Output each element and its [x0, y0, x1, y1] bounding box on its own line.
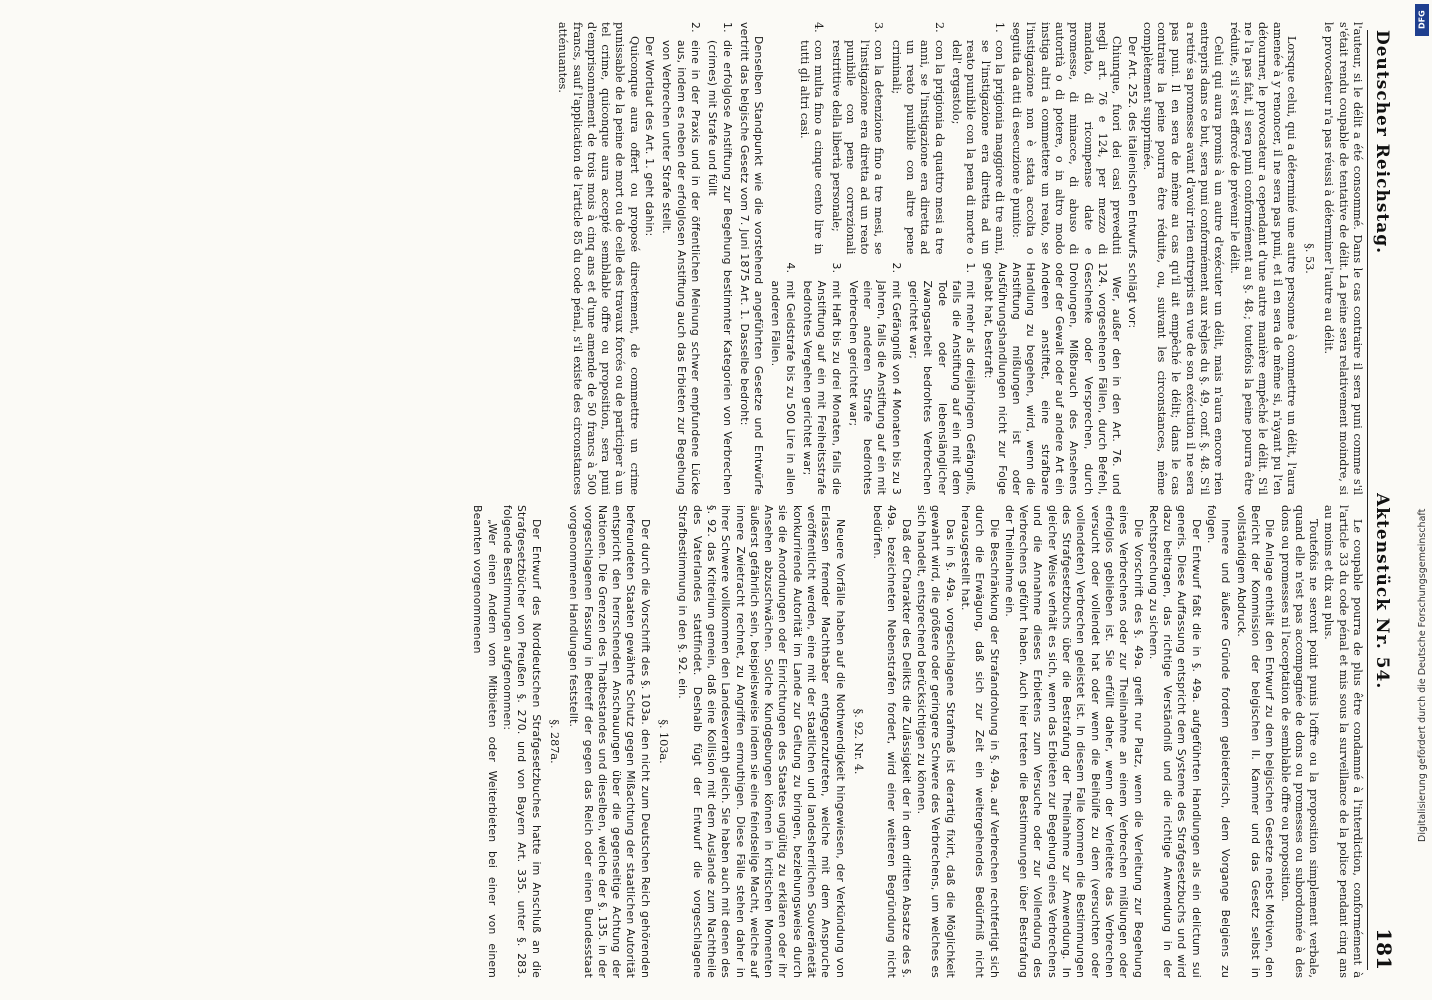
paragraph: Innere und äußere Gründe fordern gebieterisch, dem Vorgange Belgiens zu folgen.	[1205, 505, 1233, 978]
italian-intro: Chiunque, fuori dei casi preveduti negli art. 76 e 124, per mezzo di mandato, di ricompense date e promesse, di minacce, di abuso di autorità o di potere, o in altro modo instiga altri a commettere un reato, se l'instigazione non è stata accolta o seguita da atti di esecuzione è punito:	[1010, 22, 1124, 255]
list-item: 1. mit mehr als dreijährigem Gefängniß, falls die Anstiftung auf ein mit dem Tode oder lebenslänglicher Zwangsarbeit bedrohtes Verbrechen gerichtet war;	[907, 262, 978, 495]
list-item: 2. eine in der Praxis und in der öffentlichen Meinung schwer empfundene Lücke aus, indem es neben der erfolglosen Anstiftung auch das Erbieten zur Begehung von Verbrechen unter Strafe stellt.	[660, 22, 702, 495]
digitization-note: Digitalisierung gefördert durch die Deutsche Forschungsgemeinschaft	[1416, 508, 1428, 842]
list-item: 1. die erfolglose Anstiftung zur Begehung bestimmter Kategorien von Verbrechen (crimes) mit Strafe und füllt	[706, 22, 734, 495]
paragraph: Der Entwurf faßt die in §. 49a. aufgeführten Handlungen als ein delictum sui generis. Diese Auffassung entspricht dem Systeme des Strafgesetzbuchs und wird dazu beitragen, das richtige Verständniß und die richtige Anwendung in der Rechtsprechung zu sichern.	[1146, 505, 1203, 978]
list-item: 2. mit Gefängniß von 4 Monaten bis zu 3 Jahren, falls die Anstiftung auf ein mit einer anderen Strafe bedrohtes Verbrechen gerichtet war;	[846, 262, 903, 495]
paragraph: Das in §. 49a. vorgeschlagene Strafmaß ist derartig fixirt, daß die Möglichkeit gewahrt wird, die größere oder geringere Schwere des Verbrechens, um welches es sich handelt, entsprechend berücksichtigen zu können.	[915, 505, 957, 978]
german-intro: Wer, außer den in den Art. 76. und 124. vorgesehenen Fällen, durch Befehl, Geschenke oder Versprechen, durch Drohungen, Mißbrauch des Ansehens oder der Gewalt oder auf andere Art ein Anderen anstiftet, eine strafbare Handlung zu begehen, wird, wenn die Anstiftung mißlungen ist oder Ausführungshandlungen nicht zur Folge gehabt hat, bestraft:	[981, 262, 1124, 495]
document-number: Aktenstück Nr. 54.	[1372, 493, 1392, 690]
paragraph: Neuere Vorfälle haben auf die Nothwendigkeit hingewiesen, der Verkündung von Erlassen fremder Machthaber entgegenzutreten, welche mit dem Anspruche veröffentlicht werden, eine mit der staatlichen und landesherrlichen Souveränetät konkurrirende Autorität im Lande zur Geltung zu bringen, beziehungsweise durch sie die Anordnungen oder Einrichtungen des Staates ungültig zu erklären oder ihr Ansehen abzuschwächen. Solche Kundgebungen können in kritischen Momenten äußerst gefährlich sein, beispielsweise indem sie eine feindselige Macht, welche auf innere Zwietracht rechnet, zu Angriffen ermuthigen. Diese Fälle stehen daher in ihrer Schwere vollkommen den Landesverrath gleich. Sie haben auch mit denen des §. 92. das Kriterium gemein, daß eine Kollision mit dem Auslande zum Nachtheile des Vaterlandes stattfindet. Deshalb fügt der Entwurf die vorgeschlagene Strafbestimmung in den §. 92. ein.	[676, 505, 847, 978]
paragraph: Der durch die Vorschrift des §. 103a. den nicht zum Deutschen Reich gehörenden befreundeten Staaten gewährte Schutz gegen Mißachtung der staatlichen Autorität entspricht den herrschenden Anschauungen über die gegenseitige Achtung der Nationen. Die Grenzen des Thatbestandes und dieselben, welche der §. 135. in der vorgeschlagenen Fassung in Betreff der gegen das Reich oder einen Bundesstaat vorgenommenen Handlungen feststellt.	[567, 505, 652, 978]
paragraph: l'auteur, si le délit a été consommé. Dans le cas contraire il sera puni comme s'il s'était rendu coupable de tentative de délit. La peine sera relativement moindre, si le provocateur n'a pas réussi à déterminer l'autre au délit.	[1322, 22, 1364, 495]
section-heading: §. 53.	[1303, 243, 1317, 274]
list-item: 3. mit Haft bis zu drei Monaten, falls die Anstiftung auf ein mit Freiheitsstrafe bedrohtes Vergehen gerichtet war;	[801, 262, 843, 495]
paragraph: Der Wortlaut des Art. 1. geht dahin:	[643, 36, 657, 237]
paragraph: Quiconque aura offert ou proposé directement, de commettre un crime punissable de la peine de mort ou de celle des travaux forcés ou de participer à un tel crime, quiconque aura accepté semblable offre ou proposition, sera puni d'emprisonnement de trois mois à cinq ans et d'une amende de 50 francs à 500 francs, sauf l'application de l'article 85 du code pénal, s'il existe des circonstances atténuantes.	[556, 22, 641, 495]
paragraph: Toutefois ne seront point punis l'offre ou la proposition simplement verbale, quand elle n'est pas accompagnée de dons ou promesses ou subordonnée à des dons ou promesses ni l'acceptation de semblable offre ou proposition.	[1278, 505, 1321, 978]
paragraph: Die Vorschrift des §. 49a. greift nur Platz, wenn die Verleitung zur Begehung eines Verbrechens oder zur Theilnahme an einem Verbrechen mißlungen oder erfolglos geblieben ist. Sie erfüllt daher, wenn der Verleitete das Verbrechen versucht oder vollendet hat oder wenn die Beihülfe zu dem (versuchten oder vollendeten) Verbrechen geleistet ist. In diesem Falle kommen die Bestimmungen des Strafgesetzbuchs über die Bestrafung der Theilnahme zur Anwendung. In gleicher Weise verhält es sich, wenn das Erbieten zur Begehung eines Verbrechens und die Annahme dieses Erbietens zum Versuche oder zur Vollendung des Verbrechens geführt haben. Auch hier treten die Bestimmungen über Bestrafung der Theilnahme ein.	[1002, 505, 1145, 978]
list-item: 4. con multa fino a cinque cento lire in tutti gli altri casi.	[798, 22, 826, 255]
german-text	[765, 263, 1123, 496]
digitization-footer	[1411, 4, 1432, 989]
paragraph: Die Anlage enthält den Entwurf zu dem belgischen Gesetze nebst Motiven, den Bericht der Kommission der belgischen II. Kammer und das Gesetz selbst in vollständigem Abdruck.	[1234, 505, 1277, 978]
italian-text	[765, 22, 1123, 255]
list-item: 4. mit Geldstrafe bis zu 500 Lire in allen anderen Fällen.	[769, 262, 797, 495]
text-columns	[94, 22, 1364, 978]
column-left	[94, 22, 1364, 495]
section-heading: §. 92. Nr. 4.	[851, 708, 865, 775]
section-heading: §. 103a.	[657, 719, 671, 764]
paragraph: Denselben Standpunkt wie die vorstehend angeführten Gesetze und Entwürfe vertritt das belgische Gesetz vom 7. Juni 1875 Art. 1. Dasselbe bedroht:	[737, 22, 766, 495]
paragraph: Lorsque celui, qui a déterminé une autre personne à commettre un délit, l'aura amenée à y renoncer, il ne sera pas puni, et il en sera de même si, n'ayant pu l'en détourner, le provocateur a cependant d'une autre manière empêché le délit. S'il ne l'a pas fait, il sera puni conformément au §. 48.; toutefois la peine pourra être réduite, s'il s'est efforcé de prévenir le délit.	[1227, 22, 1298, 495]
parallel-text	[765, 22, 1123, 495]
section-heading: §. 287a.	[547, 719, 561, 764]
paragraph: Celui qui aura promis à un autre d'exécuter un délit, mais n'aura encore rien entrepris dans ce but, sera puni conformément aux règles du §. 49, conf. §. 48. S'il a retiré sa promesse avant d'avoir rien entrepris en vue de son exécution il ne sera pas puni. Il en sera de même au cas qu'il ait empêché le délit; dans le cas contraire la peine pourra être réduite, ou, suivant les circonstances, même complètement supprimée.	[1140, 22, 1226, 495]
paragraph: „Wer einen Andern vom Mitbieten oder Weiterbieten bei einer von einem Beamten vorgenommenen	[471, 505, 499, 978]
dfg-logo: DFG	[1415, 4, 1429, 36]
list-item: 1. con la prigionia maggiore di tre anni, se l'instigazione era diretta ad un reato punibile con la pena di morte o dell' ergastolo;	[949, 22, 1006, 255]
running-head-left: Deutscher Reichstag.	[1372, 30, 1392, 255]
paragraph: Der Entwurf des Norddeutschen Strafgesetzbuches hatte im Anschluß an die Strafgesetzbücher von Preußen §. 270. und von Bayern Art. 335. unter §. 283. folgende Bestimmungen aufgenommen:	[501, 505, 543, 978]
paragraph: Der Art. 252. des italienischen Entwurfs schlägt vor:	[1125, 36, 1139, 329]
paragraph: Die Beschränkung der Strafandrohung in §. 49a. auf Verbrechen rechtfertigt sich durch die Erwägung, daß sich zur Zeit ein weitergehendes Bedürfniß nicht herausgestellt hat.	[958, 505, 1001, 978]
list-item: 2. con la prigionia da quattro mesi a tre anni, se l'instigazione era diretta ad un reato punibile con altre pene criminali;	[889, 22, 946, 255]
paragraph: Le coupable pourra de plus être condamné à l'interdiction, conformément à l'article 33 du code pénal et mis sous la surveillance de la police pendant cinq ans au moins et dix au plus.	[1322, 505, 1364, 978]
list-item: 3. con la detenzione fino a tre mesi, se l'instigazione era diretta ad un reato punibile con pene correzionali restrittive della libertà personale;	[829, 22, 886, 255]
column-right	[94, 505, 1364, 978]
page-number: 181	[1372, 928, 1396, 970]
paragraph: Daß der Charakter des Delikts die Zulässigkeit der in dem dritten Absatze des §. 49a. bezeichneten Nebenstrafen fordert, wird einer weiteren Begründung nicht bedürfen.	[871, 505, 913, 978]
